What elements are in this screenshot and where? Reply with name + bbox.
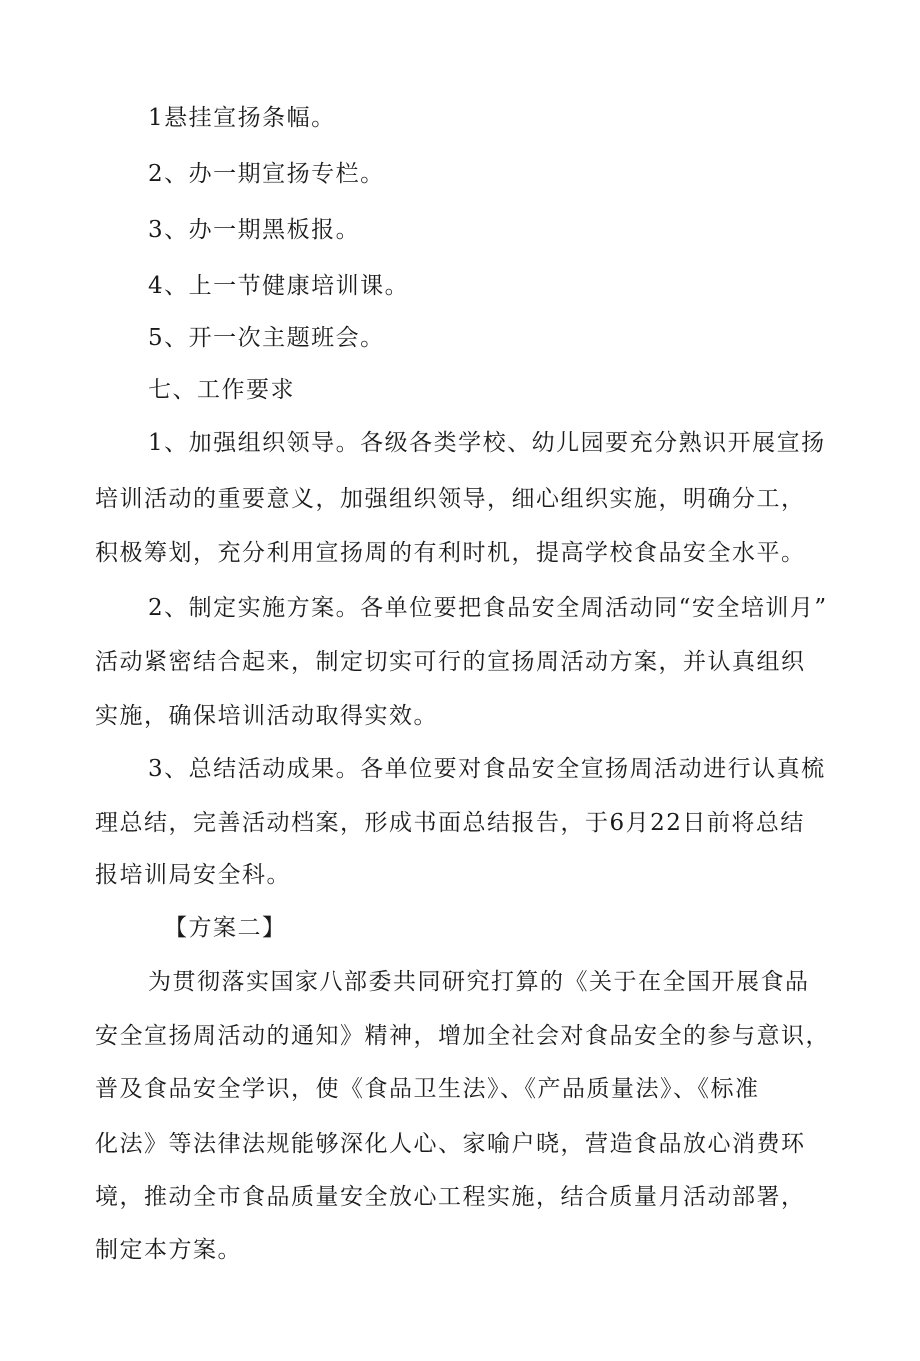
requirement-3-line-1: 3、总结活动成果。各单位要对食品安全宣扬周活动进行认真梳 (148, 756, 826, 782)
plan-two-line-6: 制定本方案。 (95, 1237, 242, 1263)
plan-two-line-4: 化法》等法律法规能够深化人心、家喻户晓，营造食品放心消费环 (95, 1131, 806, 1157)
section-heading: 七、工作要求 (148, 377, 295, 403)
requirement-1-line-3: 积极筹划，充分利用宣扬周的有利时机，提高学校食品安全水平。 (95, 540, 806, 566)
plan-two-line-3: 普及食品安全学识，使《食品卫生法》、《产品质量法》、《标准 (95, 1076, 760, 1102)
list-item-2: 2、办一期宣扬专栏。 (148, 161, 385, 187)
requirement-3-line-2: 理总结，完善活动档案，形成书面总结报告，于6月22日前将总结 (95, 810, 805, 836)
list-item-1: 1悬挂宣扬条幅。 (148, 105, 336, 131)
list-item-4: 4、上一节健康培训课。 (148, 273, 410, 299)
plan-two-heading: 【方案二】 (164, 915, 287, 941)
plan-two-line-2: 安全宣扬周活动的通知》精神，增加全社会对食品安全的参与意识， (95, 1023, 830, 1049)
requirement-2-line-3: 实施，确保培训活动取得实效。 (95, 703, 438, 729)
plan-two-line-5: 境，推动全市食品质量安全放心工程实施，结合质量月活动部署， (95, 1184, 806, 1210)
list-item-3: 3、办一期黑板报。 (148, 217, 361, 243)
requirement-3-line-3: 报培训局安全科。 (95, 862, 291, 888)
requirement-2-line-2: 活动紧密结合起来，制定切实可行的宣扬周活动方案，并认真组织 (95, 649, 806, 675)
requirement-1-line-1: 1、加强组织领导。各级各类学校、幼儿园要充分熟识开展宣扬 (148, 430, 826, 456)
list-item-5: 5、开一次主题班会。 (148, 325, 385, 351)
requirement-1-line-2: 培训活动的重要意义，加强组织领导，细心组织实施，明确分工， (95, 486, 806, 512)
requirement-2-line-1: 2、制定实施方案。各单位要把食品安全周活动同“安全培训月” (148, 595, 828, 621)
plan-two-line-1: 为贯彻落实国家八部委共同研究打算的《关于在全国开展食品 (148, 969, 810, 995)
